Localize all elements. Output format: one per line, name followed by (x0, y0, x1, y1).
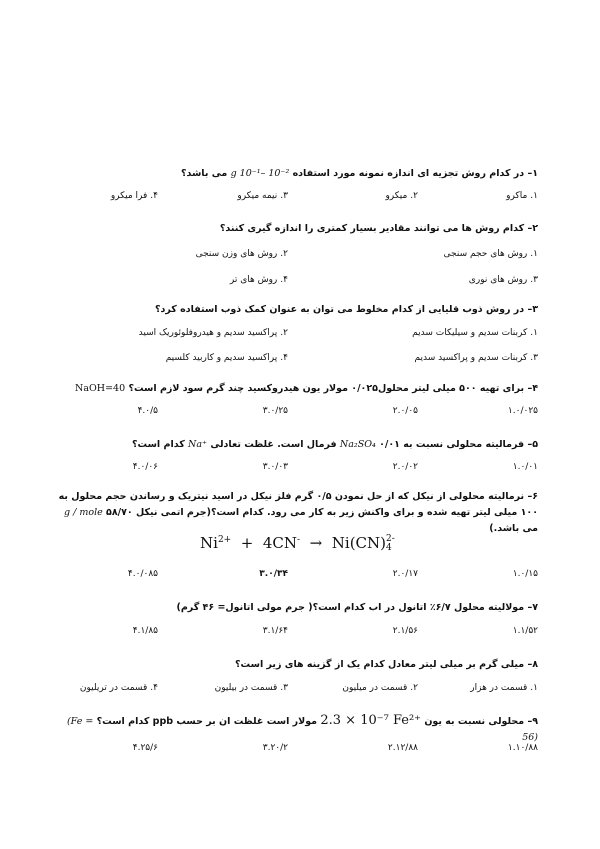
option[interactable]: ۳.۲۰/۲ (262, 743, 288, 753)
question-number: ۹– (527, 716, 538, 727)
option[interactable]: ۴.پراکسید سدیم و کاربید کلسیم (165, 353, 288, 363)
question-text: محلولی نسبت به یون (424, 716, 525, 727)
option[interactable]: ۳.روش های نوری (468, 275, 538, 285)
option[interactable]: ۳.۰/۰۳ (262, 462, 288, 472)
question-number: ۸– (527, 659, 538, 670)
question-text: کدام روش ها می توانند مقادیر بسیار کمتری را اندازه گیری کنند؟ (219, 223, 525, 234)
option[interactable]: ۲.۱۲/۸۸ (387, 743, 418, 753)
option[interactable]: ۴.۲۵/۶ (132, 743, 158, 753)
question-text: میلی گرم بر میلی لیتر معادل کدام یک از گزینه های زیر است؟ (235, 659, 525, 670)
option[interactable]: ۴.۱/۸۵ (132, 626, 158, 636)
question-text: می باشد؟ (180, 168, 228, 179)
question-constant: NaOH=40 (75, 383, 126, 394)
question-number: ۵– (527, 439, 538, 450)
question-number: ۳– (527, 304, 538, 315)
question-number: ۶– (527, 491, 538, 502)
options-8 (58, 683, 538, 699)
option[interactable]: ۳.کربنات سدیم و پراکسید سدیم (414, 353, 538, 363)
options-2a (58, 249, 538, 265)
option[interactable]: ۲.۰/۱۷ (392, 569, 418, 579)
option[interactable]: ۴.۰/۵ (137, 406, 158, 416)
option[interactable]: ۲.۱/۵۶ (392, 626, 418, 636)
question-number: ۲– (527, 223, 538, 234)
question-text: ۰/۰۱ فرمال است. غلظت تعادلی (210, 439, 400, 450)
question-3 (58, 302, 538, 318)
options-3b (58, 353, 538, 369)
option[interactable]: ۳.۱/۶۴ (262, 626, 288, 636)
question-math: g 10⁻¹– 10⁻² (230, 168, 290, 179)
question-5 (58, 437, 538, 453)
options-7 (58, 626, 538, 642)
options-9 (58, 743, 538, 759)
question-text: ۵۸/۷۰ می باشد.) (106, 507, 538, 534)
options-4 (58, 406, 538, 422)
question-math: 2.3 × 10⁻⁷ Fe²⁺ (320, 713, 422, 728)
option[interactable]: ۳.۰/۳۴ (259, 569, 288, 579)
question-number: ۷– (527, 602, 538, 613)
question-number: ۴– (527, 383, 538, 394)
option[interactable]: ۲.روش های وزن سنجی (195, 249, 288, 259)
options-6 (58, 569, 538, 585)
question-math: g / mole (64, 507, 103, 518)
option[interactable]: ۴.روش های تر (229, 275, 288, 285)
reaction-equation: $Ni^{2+} + 4CN^- \to Ni(CN)$ 2- 4 (200, 534, 395, 553)
question-6 (58, 489, 538, 537)
question-text: نرمالیته محلولی از نیکل که از حل نمودن ۰/۵ گرم فلز نیکل در اسید نیتریک و رساندن حجم محلول به ۱۰۰ میلی لیتر تهیه شده و برای واکنش زیر به کار می رود. کدام است؟(جرم اتمی نیکل (58, 491, 538, 518)
option[interactable]: ۲.۰/۰۵ (392, 406, 418, 416)
question-text: کدام است؟ (132, 439, 185, 450)
options-5 (58, 462, 538, 478)
option[interactable]: ۱.۰/۰۲۵ (507, 406, 538, 416)
option[interactable]: ۲.پراکسید سدیم و هیدروفلوئوریک اسید (138, 328, 288, 338)
option[interactable]: ۱.قسمت در هزار (470, 683, 538, 693)
question-text: فرمالیته محلولی نسبت به (403, 439, 525, 450)
option[interactable]: ۳.نیمه میکرو (237, 191, 288, 201)
option[interactable]: ۱.۰/۰۱ (512, 462, 538, 472)
option[interactable]: ۳.۰/۲۵ (262, 406, 288, 416)
option[interactable]: ۴.۰/۰۶ (132, 462, 158, 472)
option[interactable]: ۴.فرا میکرو (110, 191, 158, 201)
question-7 (58, 600, 538, 616)
option[interactable]: ۱.۱/۵۲ (512, 626, 538, 636)
question-math: Na₂SO₄ (339, 439, 376, 450)
option[interactable]: ۱.روش های حجم سنجی (443, 249, 538, 259)
question-8 (58, 657, 538, 673)
question-text: مولالیته محلول ۶/۷٪ اتانول در اب کدام است؟( جرم مولی اتانول= ۴۶ گرم) (176, 602, 525, 613)
question-2 (58, 221, 538, 237)
option[interactable]: ۱.ماکرو (506, 191, 538, 201)
option[interactable]: ۴.قسمت در تریلیون (79, 683, 158, 693)
option[interactable]: ۲.میکرو (385, 191, 418, 201)
question-text: برای تهیه ۵۰۰ میلی لیتر محلول۰/۰۲۵ مولار یون هیدروکسید چند گرم سود لازم است؟ (128, 383, 525, 394)
question-number: ۱– (527, 168, 538, 179)
question-constant: (Fe = 56) (66, 716, 538, 743)
option[interactable]: ۲.۰/۰۲ (392, 462, 418, 472)
options-3a (58, 328, 538, 344)
option[interactable]: ۱.۰/۱۵ (512, 569, 538, 579)
question-4 (58, 381, 538, 397)
options-1 (58, 191, 538, 207)
option[interactable]: ۴.۰/۰۸۵ (127, 569, 158, 579)
option[interactable]: ۱.کربنات سدیم و سیلیکات سدیم (412, 328, 538, 338)
option[interactable]: ۲.قسمت در میلیون (342, 683, 418, 693)
options-2b (58, 275, 538, 291)
question-1 (58, 166, 538, 182)
question-math: Na⁺ (188, 439, 208, 450)
question-9 (58, 713, 538, 746)
option[interactable]: ۳.قسمت در بیلیون (214, 683, 288, 693)
question-text: در کدام روش تجزیه ای اندازه نمونه مورد استفاده (292, 168, 525, 179)
option[interactable]: ۱.۱۰/۸۸ (507, 743, 538, 753)
question-text: در روش ذوب قلیایی از کدام مخلوط می توان به عنوان کمک ذوب استفاده کرد؟ (155, 304, 525, 315)
question-text: مولار است غلظت ان بر حسب ppb کدام است؟ (96, 716, 318, 727)
